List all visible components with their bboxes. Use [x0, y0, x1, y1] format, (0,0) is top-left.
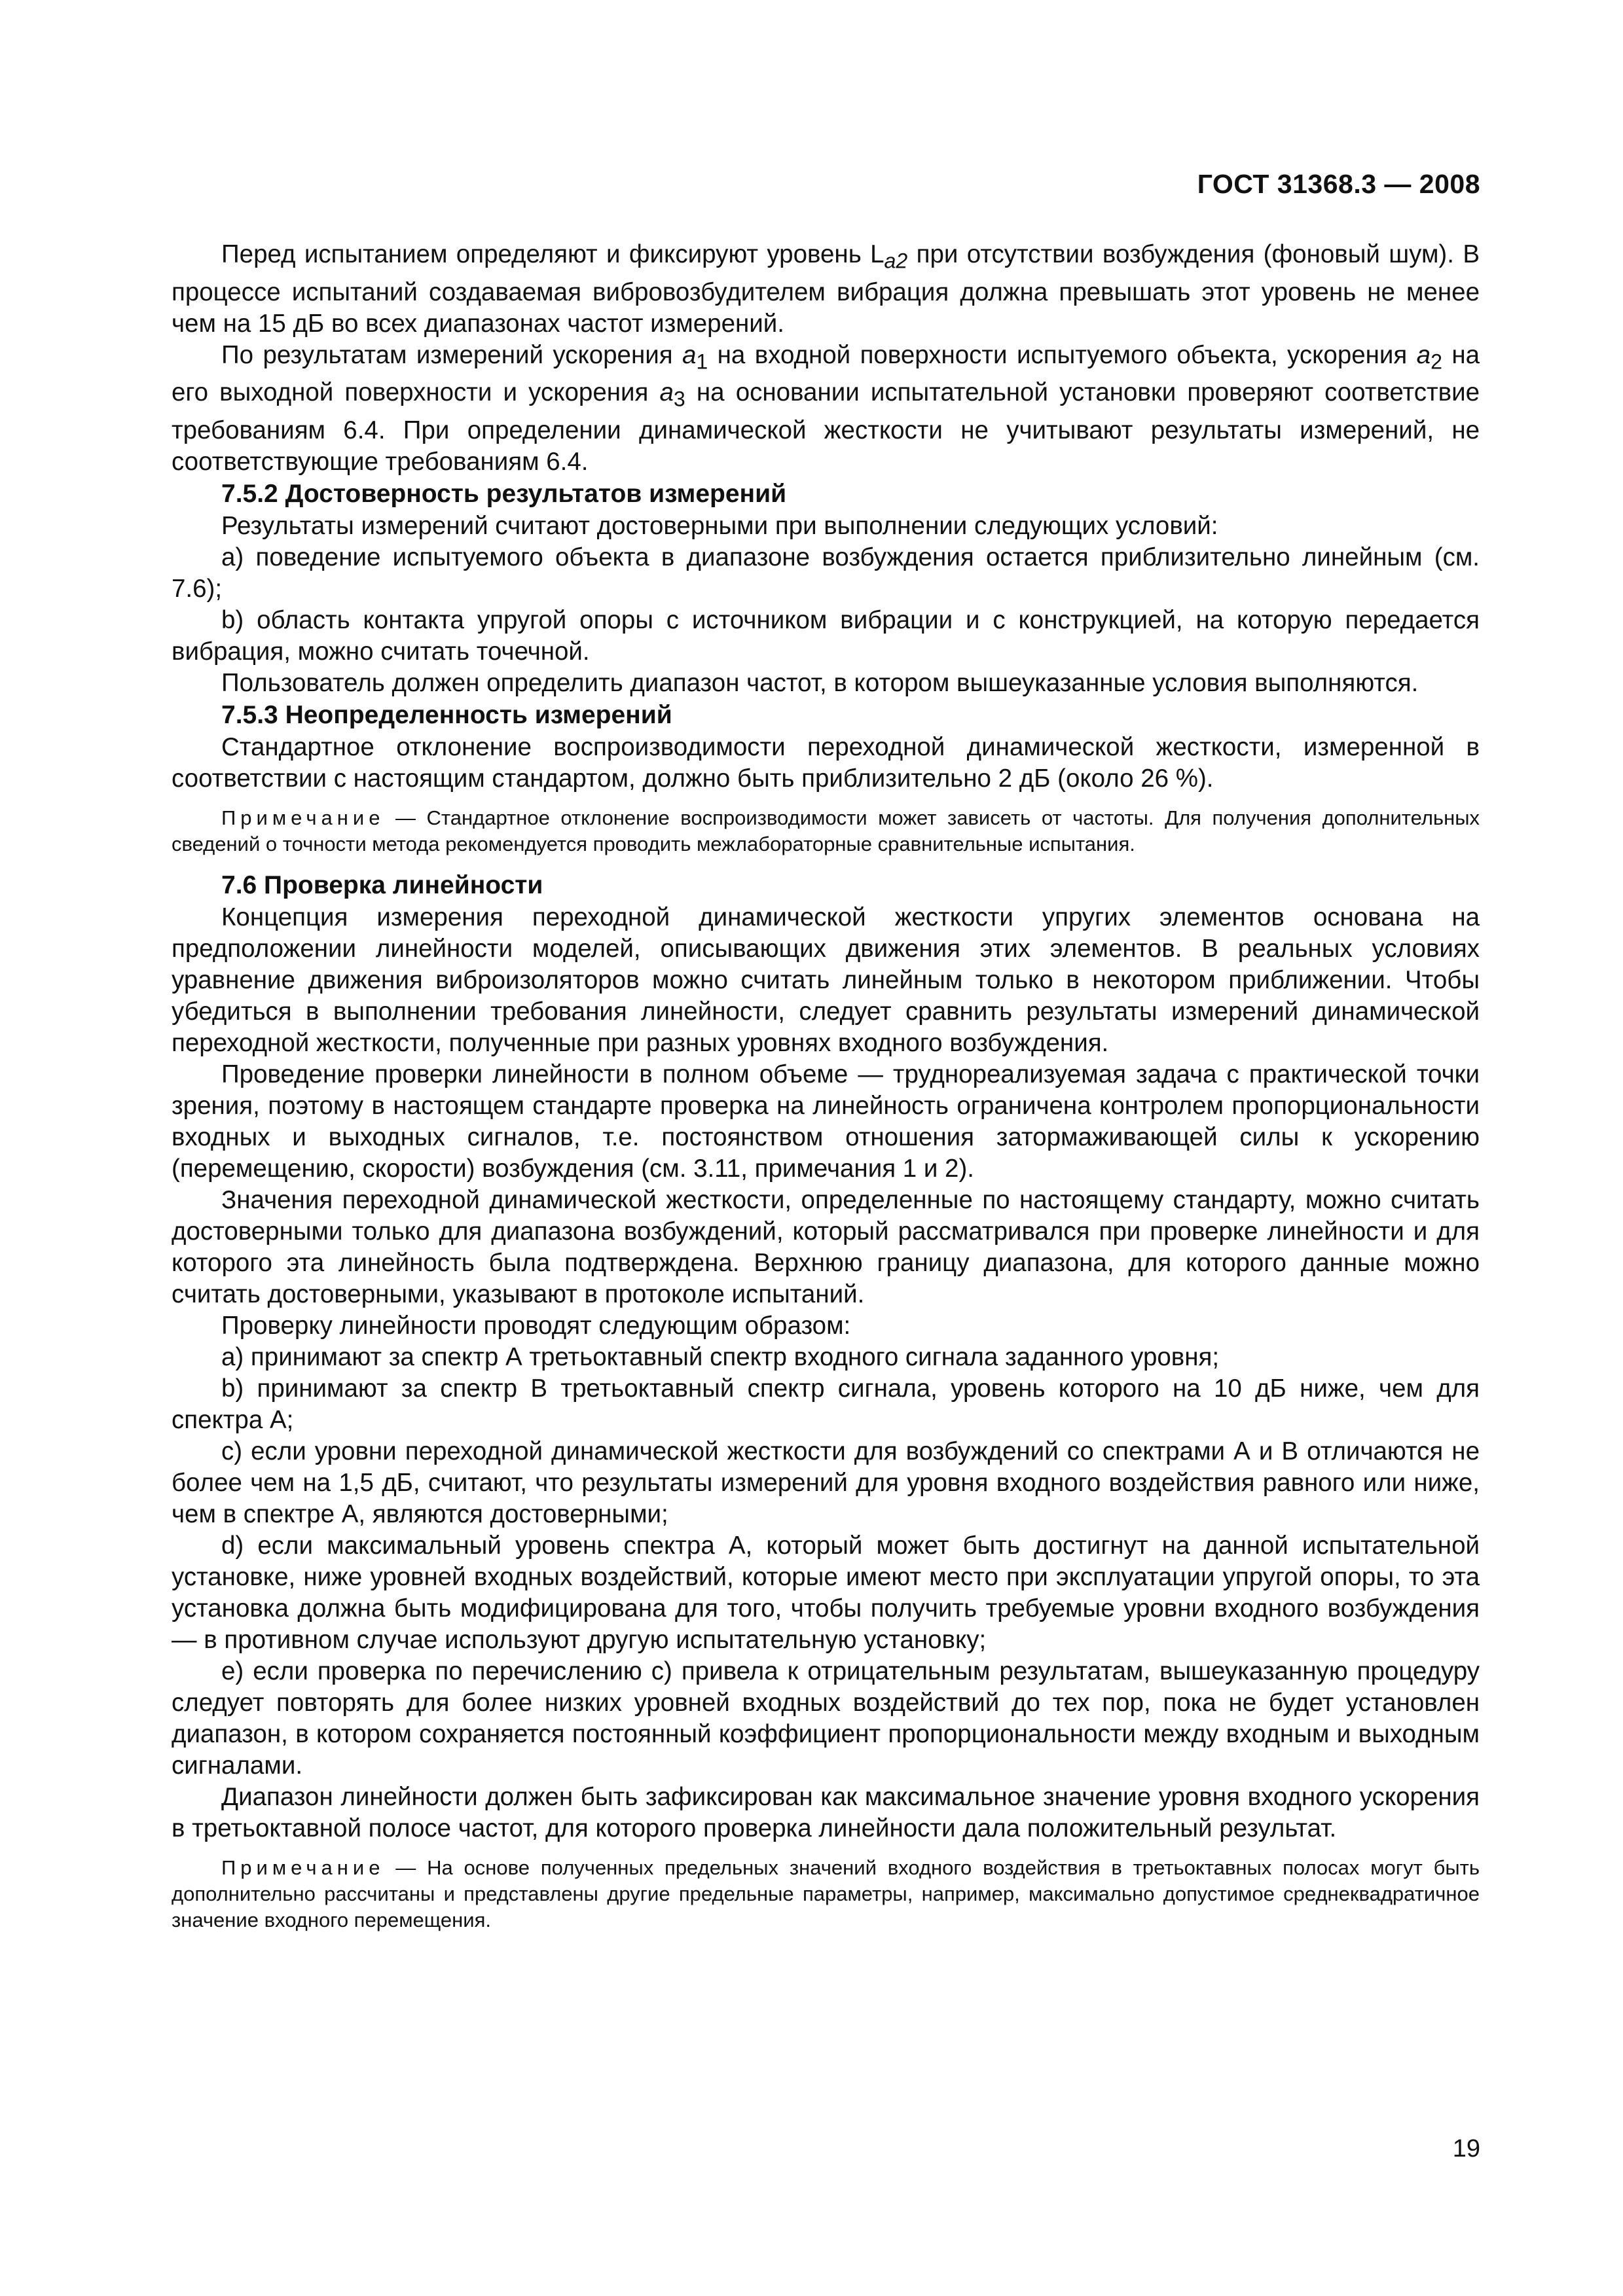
symbol-a: a [659, 378, 674, 407]
heading-7-5-3: 7.5.3 Неопределенность измерений [221, 701, 672, 730]
paragraph: Диапазон линейности должен быть зафиксирован как максимальное значение уровня входного ускорения в третьоктавной полосе частот, для которого проверка линейности дала положительный результат. [172, 1783, 1480, 1843]
list-item-e: е) если проверка по перечислению с) привела к отрицательным результатам, вышеуказанную процедуру следует повторять для более низких уровней входных воздействий до тех пор, пока не будет установлен диапазон, в котором сохраняется постоянный коэффициент пропорциональности между входным и выходным сигналами. [172, 1657, 1480, 1780]
list-item-a: а) поведение испытуемого объекта в диапазоне возбуждения остается приблизительно линейным (см. 7.6); [172, 543, 1480, 603]
note-label: Примечание [221, 806, 385, 830]
page-body [172, 239, 1480, 1945]
heading-7-5-2: 7.5.2 Достоверность результатов измерений [221, 480, 787, 509]
paragraph: Стандартное отклонение воспроизводимости переходной динамической жесткости, измеренной в соответствии с настоящим стандартом, должно быть приблизительно 2 дБ (около 26 %). [172, 733, 1480, 793]
paragraph: Пользователь должен определить диапазон частот, в котором вышеуказанные условия выполняются. [221, 669, 1419, 698]
symbol-a: a [682, 340, 697, 369]
standard-header: ГОСТ 31368.3 — 2008 [1197, 169, 1480, 199]
text-run: при отсутствии возбуждения (фоновый шум). В процессе испытаний создаваемая вибровозбудителем вибрация должна превышать этот уровень не менее чем на 15 дБ во всех диапазонах частот измерений. [172, 240, 1480, 338]
text-run: Перед испытанием определяют и фиксируют уровень L [221, 240, 884, 268]
note-label: Примечание [221, 1856, 385, 1880]
subscript: a2 [884, 249, 908, 273]
note-text: — На основе полученных предельных значений входного воздействия в третьоктавных полосах могут быть дополнительно рассчитаны и представлены другие предельные параметры, например, максимально допустимое среднеквадратичное значение входного перемещения. [172, 1856, 1480, 1932]
list-item-a: а) принимают за спектр А третьоктавный спектр входного сигнала заданного уровня; [221, 1343, 1220, 1372]
note-text: — Стандартное отклонение воспроизводимости может зависеть от частоты. Для получения дополнительных сведений о точности метода рекомендуется проводить межлабораторные сравнительные испытания. [172, 806, 1480, 856]
list-item-c: с) если уровни переходной динамической жесткости для возбуждений со спектрами А и В отличаются не более чем на 1,5 дБ, считают, что результаты измерений для уровня входного воздействия равного или ниже, чем в спектре А, являются достоверными; [172, 1437, 1480, 1529]
heading-7-6: 7.6 Проверка линейности [221, 871, 543, 900]
list-item-d: d) если максимальный уровень спектра А, который может быть достигнут на данной испытательной установке, ниже уровней входных воздействий, которые имеют место при эксплуатации упругой опоры, то эта установка должна быть модифицирована для того, чтобы получить требуемые уровни входного возбуждения — в противном случае используют другую испытательную установку; [172, 1532, 1480, 1655]
paragraph: Проведение проверки линейности в полном объеме — труднореализуемая задача с практической точки зрения, поэтому в настоящем стандарте проверка на линейность ограничена контролем пропорциональности входных и выходных сигналов, т.е. постоянством отношения затормаживающей силы к ускорению (перемещению, скорости) возбуждения (см. 3.11, примечания 1 и 2). [172, 1060, 1480, 1183]
paragraph: Концепция измерения переходной динамической жесткости упругих элементов основана на предположении линейности моделей, описывающих движения этих элементов. В реальных условиях уравнение движения виброизоляторов можно считать линейным только в некотором приближении. Чтобы убедиться в выполнении требования линейности, следует сравнить результаты измерений динамической переходной жесткости, полученные при разных уровнях входного возбуждения. [172, 903, 1480, 1058]
paragraph: Проверку линейности проводят следующим образом: [221, 1312, 851, 1340]
paragraph-accelerations: По результатам измерений ускорения $a_1$ на входной поверхности испытуемого объекта, ускорения $a_2$ на его выходной поверхности и ускорения $a_3$ на основании испытательной установки проверяют соответствие требованиям 6.4. При определении динамической жесткости не учитывают результаты измерений, не соответствующие требованиям 6.4. [172, 340, 1480, 476]
paragraph: Результаты измерений считают достоверными при выполнении следующих условий: [221, 512, 1218, 541]
note-1 [172, 805, 1480, 857]
page-number: 19 [1452, 2135, 1480, 2162]
paragraph: Значения переходной динамической жесткости, определенные по настоящему стандарту, можно считать достоверными только для диапазона возбуждений, который рассматривался при проверке линейности и для которого эта линейность была подтверждена. Верхнюю границу диапазона, для которого данные можно считать достоверными, указывают в протоколе испытаний. [172, 1186, 1480, 1309]
list-item-b: b) область контакта упругой опоры с источником вибрации и с конструкцией, на которую передается вибрация, можно считать точечной. [172, 606, 1480, 666]
paragraph-background-noise [172, 239, 1480, 340]
note-2 [172, 1855, 1480, 1933]
list-item-b: b) принимают за спектр В третьоктавный спектр сигнала, уровень которого на 10 дБ ниже, чем для спектра А; [172, 1374, 1480, 1435]
symbol-a: a [1416, 340, 1431, 369]
